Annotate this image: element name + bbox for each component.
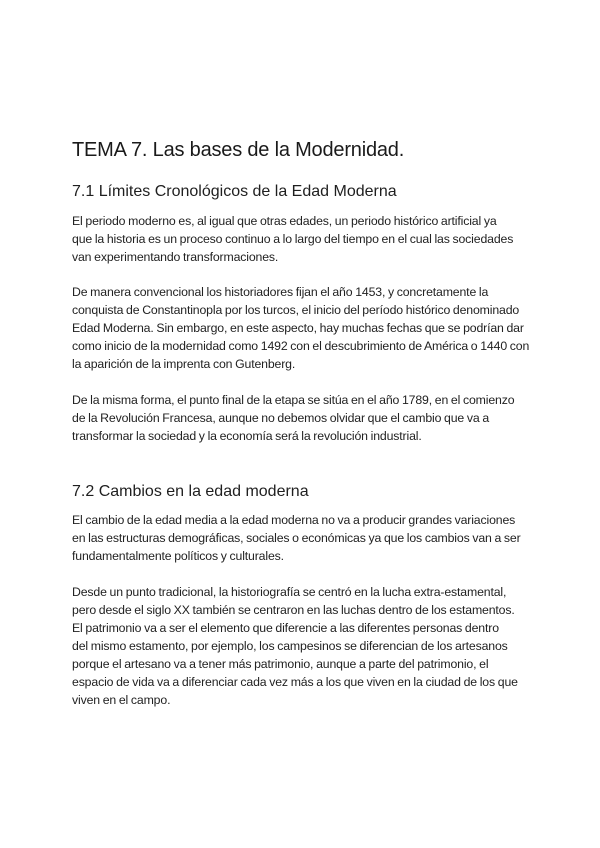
text-line: El cambio de la edad media a la edad moderna no va a producir grandes variaciones (72, 513, 516, 527)
text-line: El patrimonio va a ser el elemento que diferencie a las diferentes personas dentro (72, 621, 499, 635)
section-heading-7-1: 7.1 Límites Cronológicos de la Edad Moderna (72, 183, 397, 200)
paragraph-7-1-conventional-dates (72, 283, 570, 373)
text-line: como inicio de la modernidad como 1492 con el descubrimiento de América o 1440 con (72, 339, 530, 353)
text-line: El periodo moderno es, al igual que otras edades, un periodo histórico artificial ya (72, 214, 497, 228)
text-line: de la Revolución Francesa, aunque no debemos olvidar que el cambio que va a (72, 411, 490, 425)
paragraph-7-1-end-point (72, 391, 570, 445)
paragraph-7-2-historiography (72, 583, 570, 709)
text-line: espacio de vida va a diferenciar cada vez más a los que viven en la ciudad de los que (72, 675, 518, 689)
text-line: Desde un punto tradicional, la historiografía se centró en la lucha extra-estamental, (72, 585, 507, 599)
paragraph-7-1-intro (72, 212, 570, 266)
text-line: conquista de Constantinopla por los turcos, el inicio del período histórico denominado (72, 303, 520, 317)
text-line: transformar la sociedad y la economía será la revolución industrial. (72, 429, 422, 443)
section-heading-7-2: 7.2 Cambios en la edad moderna (72, 483, 309, 500)
paragraph-7-2-intro (72, 511, 570, 565)
text-line: viven en el campo. (72, 693, 171, 707)
text-line: Edad Moderna. Sin embargo, en este aspecto, hay muchas fechas que se podrían dar (72, 321, 524, 335)
text-line: pero desde el siglo XX también se centraron en las luchas dentro de los estamentos. (72, 603, 515, 617)
text-line: porque el artesano va a tener más patrimonio, aunque a parte del patrimonio, el (72, 657, 489, 671)
text-line: fundamentalmente políticos y culturales. (72, 549, 284, 563)
text-line: del mismo estamento, por ejemplo, los campesinos se diferencian de los artesanos (72, 639, 508, 653)
text-line: la aparición de la imprenta con Gutenberg. (72, 357, 296, 371)
text-line: en las estructuras demográficas, sociales o económicas ya que los cambios van a ser (72, 531, 521, 545)
text-line: que la historia es un proceso continuo a lo largo del tiempo en el cual las sociedades (72, 232, 514, 246)
text-line: De la misma forma, el punto final de la etapa se sitúa en el año 1789, en el comienzo (72, 393, 515, 407)
page-title: TEMA 7. Las bases de la Modernidad. (72, 139, 405, 161)
text-line: De manera convencional los historiadores fijan el año 1453, y concretamente la (72, 285, 489, 299)
text-line: van experimentando transformaciones. (72, 250, 279, 264)
